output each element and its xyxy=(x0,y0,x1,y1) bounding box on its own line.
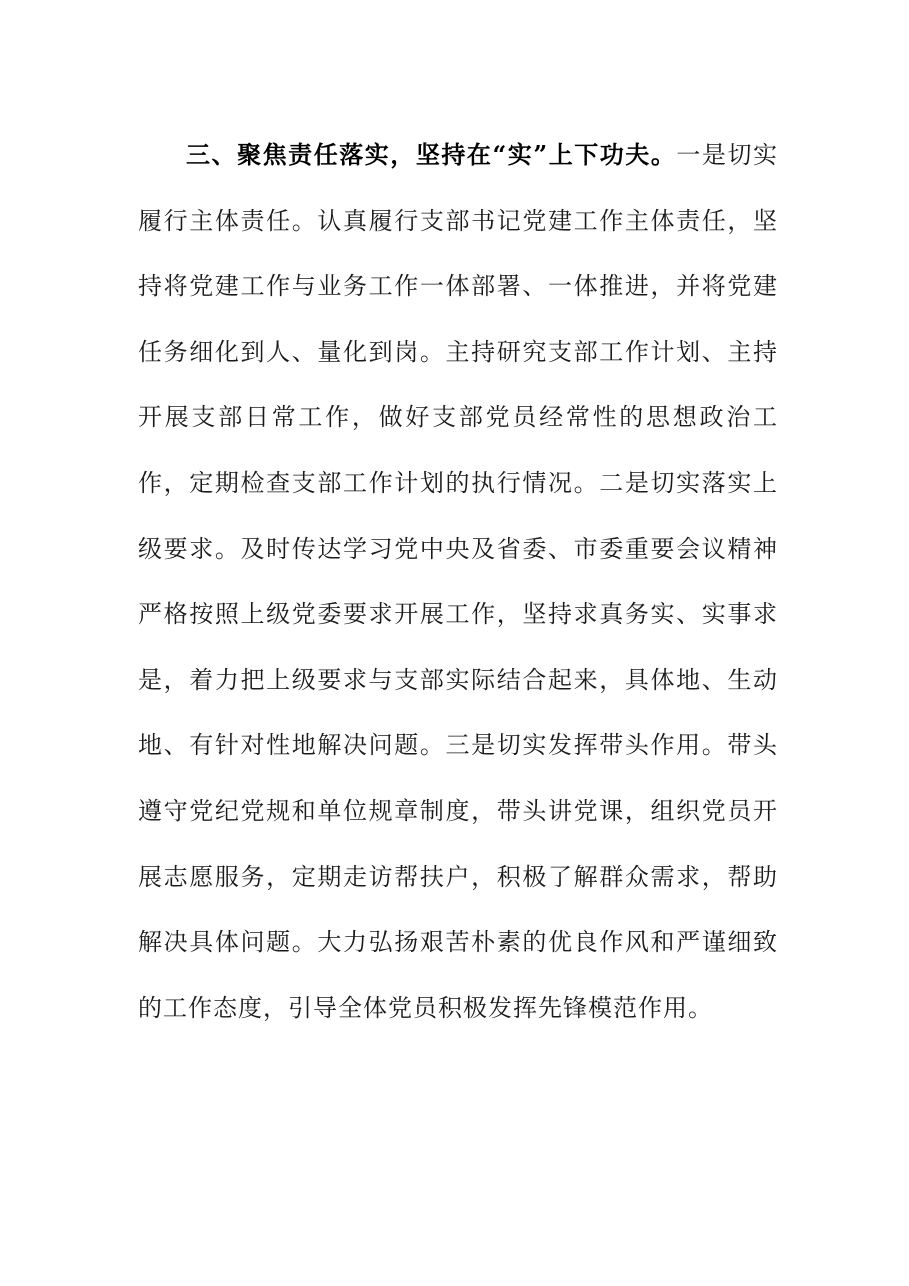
section-paragraph xyxy=(138,122,778,1041)
section-body-text: 一是切实履行主体责任。认真履行支部书记党建工作主体责任，坚持将党建工作与业务工作一体部署、一体推进，并将党建任务细化到人、量化到岗。主持研究支部工作计划、主持开展支部日常工作，做好支部党员经常性的思想政治工作，定期检查支部工作计划的执行情况。二是切实落实上级要求。及时传达学习党中央及省委、市委重要会议精神严格按照上级党委要求开展工作，坚持求真务实、实事求是，着力把上级要求与支部实际结合起来，具体地、生动地、有针对性地解决问题。三是切实发挥带头作用。带头遵守党纪党规和单位规章制度，带头讲党课，组织党员开展志愿服务，定期走访帮扶户，积极了解群众需求，帮助解决具体问题。大力弘扬艰苦朴素的优良作风和严谨细致的工作态度，引导全体党员积极发挥先锋模范作用。 xyxy=(138,141,779,1022)
section-heading: 三、聚焦责任落实，坚持在“实”上下功夫。 xyxy=(186,140,677,169)
